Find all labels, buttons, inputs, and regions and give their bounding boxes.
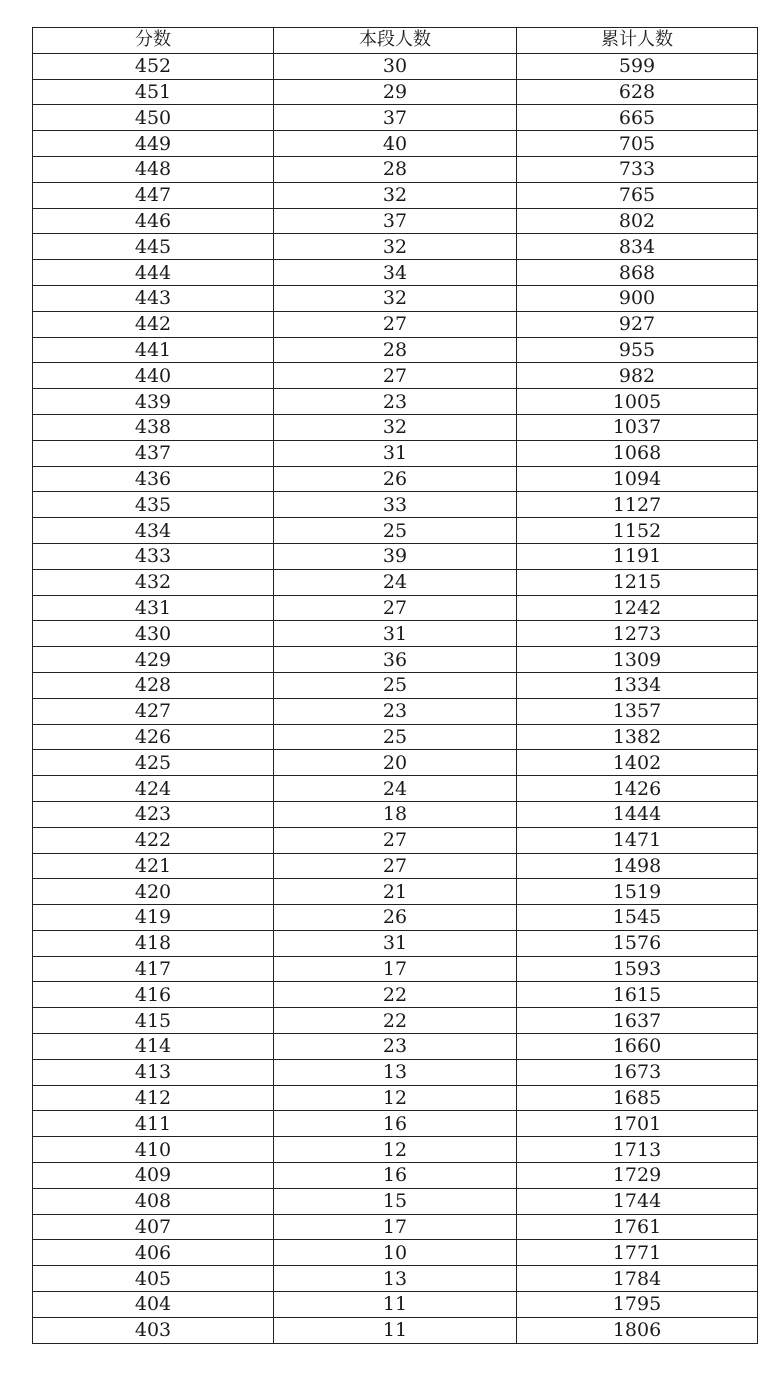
- cell-cumulative-count: 1576: [517, 930, 758, 956]
- cell-cumulative-count: 1037: [517, 414, 758, 440]
- cell-segment-count: 37: [274, 208, 517, 234]
- table-row: [33, 1292, 758, 1318]
- cell-cumulative-count: 1273: [517, 621, 758, 647]
- cell-cumulative-count: 1806: [517, 1317, 758, 1343]
- cell-score: 441: [33, 337, 274, 363]
- table-row: [33, 1085, 758, 1111]
- cell-cumulative-count: 1545: [517, 905, 758, 931]
- cell-cumulative-count: 1771: [517, 1240, 758, 1266]
- cell-score: 426: [33, 724, 274, 750]
- cell-score: 439: [33, 389, 274, 415]
- cell-segment-count: 31: [274, 621, 517, 647]
- cell-segment-count: 10: [274, 1240, 517, 1266]
- cell-score: 432: [33, 569, 274, 595]
- cell-cumulative-count: 1593: [517, 956, 758, 982]
- table-row: [33, 1034, 758, 1060]
- cell-score: 418: [33, 930, 274, 956]
- cell-cumulative-count: 1685: [517, 1085, 758, 1111]
- table-header: [33, 28, 758, 54]
- table-row: [33, 595, 758, 621]
- cell-segment-count: 21: [274, 879, 517, 905]
- table-row: [33, 879, 758, 905]
- cell-score: 409: [33, 1163, 274, 1189]
- cell-segment-count: 11: [274, 1317, 517, 1343]
- cell-cumulative-count: 1334: [517, 672, 758, 698]
- table-row: [33, 1111, 758, 1137]
- cell-score: 427: [33, 698, 274, 724]
- header-score: 分数: [33, 28, 274, 54]
- table-row: [33, 234, 758, 260]
- table-row: [33, 389, 758, 415]
- cell-cumulative-count: 834: [517, 234, 758, 260]
- cell-score: 447: [33, 182, 274, 208]
- table-row: [33, 156, 758, 182]
- cell-segment-count: 13: [274, 1059, 517, 1085]
- table-row: [33, 260, 758, 286]
- cell-cumulative-count: 900: [517, 285, 758, 311]
- cell-score: 448: [33, 156, 274, 182]
- cell-segment-count: 12: [274, 1085, 517, 1111]
- cell-score: 429: [33, 647, 274, 673]
- cell-segment-count: 29: [274, 79, 517, 105]
- cell-segment-count: 22: [274, 1008, 517, 1034]
- table-row: [33, 750, 758, 776]
- cell-segment-count: 36: [274, 647, 517, 673]
- cell-segment-count: 12: [274, 1137, 517, 1163]
- cell-score: 425: [33, 750, 274, 776]
- table-row: [33, 647, 758, 673]
- score-distribution-table-container: [32, 27, 757, 1344]
- cell-segment-count: 24: [274, 776, 517, 802]
- cell-segment-count: 11: [274, 1292, 517, 1318]
- cell-cumulative-count: 1426: [517, 776, 758, 802]
- table-row: [33, 311, 758, 337]
- table-row: [33, 1188, 758, 1214]
- cell-segment-count: 20: [274, 750, 517, 776]
- cell-segment-count: 17: [274, 1214, 517, 1240]
- table-row: [33, 1059, 758, 1085]
- cell-cumulative-count: 628: [517, 79, 758, 105]
- cell-cumulative-count: 1005: [517, 389, 758, 415]
- cell-score: 423: [33, 801, 274, 827]
- cell-cumulative-count: 733: [517, 156, 758, 182]
- cell-score: 406: [33, 1240, 274, 1266]
- cell-score: 413: [33, 1059, 274, 1085]
- cell-score: 405: [33, 1266, 274, 1292]
- table-row: [33, 1214, 758, 1240]
- cell-cumulative-count: 1744: [517, 1188, 758, 1214]
- cell-score: 420: [33, 879, 274, 905]
- cell-score: 431: [33, 595, 274, 621]
- cell-segment-count: 28: [274, 156, 517, 182]
- table-row: [33, 672, 758, 698]
- cell-segment-count: 27: [274, 363, 517, 389]
- cell-cumulative-count: 1729: [517, 1163, 758, 1189]
- cell-score: 403: [33, 1317, 274, 1343]
- cell-segment-count: 39: [274, 543, 517, 569]
- cell-cumulative-count: 1761: [517, 1214, 758, 1240]
- table-row: [33, 1163, 758, 1189]
- table-row: [33, 853, 758, 879]
- cell-segment-count: 37: [274, 105, 517, 131]
- cell-score: 451: [33, 79, 274, 105]
- cell-cumulative-count: 1094: [517, 466, 758, 492]
- cell-score: 444: [33, 260, 274, 286]
- cell-segment-count: 30: [274, 53, 517, 79]
- cell-cumulative-count: 1471: [517, 827, 758, 853]
- cell-score: 443: [33, 285, 274, 311]
- cell-score: 435: [33, 492, 274, 518]
- table-row: [33, 543, 758, 569]
- cell-cumulative-count: 1519: [517, 879, 758, 905]
- cell-cumulative-count: 1784: [517, 1266, 758, 1292]
- table-row: [33, 208, 758, 234]
- cell-segment-count: 26: [274, 905, 517, 931]
- cell-cumulative-count: 955: [517, 337, 758, 363]
- cell-cumulative-count: 1357: [517, 698, 758, 724]
- cell-segment-count: 25: [274, 672, 517, 698]
- table-body: [33, 53, 758, 1343]
- cell-segment-count: 25: [274, 724, 517, 750]
- cell-segment-count: 28: [274, 337, 517, 363]
- cell-cumulative-count: 1309: [517, 647, 758, 673]
- table-row: [33, 518, 758, 544]
- cell-segment-count: 32: [274, 182, 517, 208]
- cell-segment-count: 15: [274, 1188, 517, 1214]
- cell-score: 415: [33, 1008, 274, 1034]
- cell-segment-count: 32: [274, 414, 517, 440]
- header-row: [33, 28, 758, 54]
- cell-segment-count: 32: [274, 285, 517, 311]
- cell-segment-count: 34: [274, 260, 517, 286]
- cell-score: 412: [33, 1085, 274, 1111]
- cell-score: 422: [33, 827, 274, 853]
- table-row: [33, 182, 758, 208]
- cell-cumulative-count: 802: [517, 208, 758, 234]
- cell-cumulative-count: 1701: [517, 1111, 758, 1137]
- cell-cumulative-count: 1713: [517, 1137, 758, 1163]
- cell-segment-count: 27: [274, 595, 517, 621]
- cell-cumulative-count: 982: [517, 363, 758, 389]
- cell-score: 436: [33, 466, 274, 492]
- cell-score: 428: [33, 672, 274, 698]
- table-row: [33, 930, 758, 956]
- table-row: [33, 79, 758, 105]
- cell-cumulative-count: 765: [517, 182, 758, 208]
- cell-segment-count: 23: [274, 698, 517, 724]
- cell-segment-count: 25: [274, 518, 517, 544]
- cell-segment-count: 23: [274, 389, 517, 415]
- cell-cumulative-count: 1127: [517, 492, 758, 518]
- cell-score: 449: [33, 131, 274, 157]
- cell-segment-count: 31: [274, 440, 517, 466]
- cell-segment-count: 24: [274, 569, 517, 595]
- cell-score: 419: [33, 905, 274, 931]
- table-row: [33, 827, 758, 853]
- cell-segment-count: 23: [274, 1034, 517, 1060]
- table-row: [33, 776, 758, 802]
- cell-segment-count: 16: [274, 1163, 517, 1189]
- cell-score: 434: [33, 518, 274, 544]
- table-row: [33, 1317, 758, 1343]
- cell-score: 411: [33, 1111, 274, 1137]
- cell-cumulative-count: 1215: [517, 569, 758, 595]
- cell-score: 452: [33, 53, 274, 79]
- cell-segment-count: 16: [274, 1111, 517, 1137]
- cell-score: 414: [33, 1034, 274, 1060]
- table-row: [33, 1240, 758, 1266]
- cell-segment-count: 18: [274, 801, 517, 827]
- cell-cumulative-count: 1242: [517, 595, 758, 621]
- cell-score: 408: [33, 1188, 274, 1214]
- cell-segment-count: 40: [274, 131, 517, 157]
- table-row: [33, 569, 758, 595]
- cell-score: 417: [33, 956, 274, 982]
- cell-segment-count: 27: [274, 853, 517, 879]
- cell-cumulative-count: 1615: [517, 982, 758, 1008]
- cell-segment-count: 33: [274, 492, 517, 518]
- cell-segment-count: 32: [274, 234, 517, 260]
- cell-cumulative-count: 868: [517, 260, 758, 286]
- cell-score: 421: [33, 853, 274, 879]
- table-row: [33, 724, 758, 750]
- cell-score: 407: [33, 1214, 274, 1240]
- cell-cumulative-count: 1068: [517, 440, 758, 466]
- cell-segment-count: 17: [274, 956, 517, 982]
- table-row: [33, 621, 758, 647]
- cell-segment-count: 27: [274, 311, 517, 337]
- cell-score: 438: [33, 414, 274, 440]
- cell-cumulative-count: 599: [517, 53, 758, 79]
- table-row: [33, 105, 758, 131]
- cell-cumulative-count: 927: [517, 311, 758, 337]
- table-row: [33, 53, 758, 79]
- table-row: [33, 956, 758, 982]
- table-row: [33, 131, 758, 157]
- header-segment-count: 本段人数: [274, 28, 517, 54]
- cell-score: 442: [33, 311, 274, 337]
- cell-score: 440: [33, 363, 274, 389]
- table-row: [33, 982, 758, 1008]
- cell-cumulative-count: 1444: [517, 801, 758, 827]
- cell-cumulative-count: 1498: [517, 853, 758, 879]
- table-row: [33, 801, 758, 827]
- header-cumulative-count: 累计人数: [517, 28, 758, 54]
- cell-cumulative-count: 1152: [517, 518, 758, 544]
- cell-cumulative-count: 1673: [517, 1059, 758, 1085]
- table-row: [33, 1266, 758, 1292]
- cell-segment-count: 22: [274, 982, 517, 1008]
- cell-cumulative-count: 705: [517, 131, 758, 157]
- cell-score: 410: [33, 1137, 274, 1163]
- cell-score: 404: [33, 1292, 274, 1318]
- table-row: [33, 492, 758, 518]
- cell-score: 450: [33, 105, 274, 131]
- table-row: [33, 698, 758, 724]
- cell-segment-count: 26: [274, 466, 517, 492]
- cell-score: 433: [33, 543, 274, 569]
- cell-cumulative-count: 665: [517, 105, 758, 131]
- cell-cumulative-count: 1795: [517, 1292, 758, 1318]
- cell-score: 446: [33, 208, 274, 234]
- cell-score: 424: [33, 776, 274, 802]
- cell-segment-count: 13: [274, 1266, 517, 1292]
- table-row: [33, 905, 758, 931]
- cell-segment-count: 31: [274, 930, 517, 956]
- table-row: [33, 363, 758, 389]
- cell-cumulative-count: 1191: [517, 543, 758, 569]
- table-row: [33, 414, 758, 440]
- table-row: [33, 337, 758, 363]
- cell-score: 445: [33, 234, 274, 260]
- table-row: [33, 440, 758, 466]
- cell-score: 437: [33, 440, 274, 466]
- table-row: [33, 1008, 758, 1034]
- cell-score: 430: [33, 621, 274, 647]
- table-row: [33, 466, 758, 492]
- cell-cumulative-count: 1660: [517, 1034, 758, 1060]
- cell-cumulative-count: 1402: [517, 750, 758, 776]
- cell-segment-count: 27: [274, 827, 517, 853]
- table-row: [33, 1137, 758, 1163]
- score-distribution-table: [32, 27, 758, 1344]
- table-row: [33, 285, 758, 311]
- cell-score: 416: [33, 982, 274, 1008]
- cell-cumulative-count: 1382: [517, 724, 758, 750]
- cell-cumulative-count: 1637: [517, 1008, 758, 1034]
